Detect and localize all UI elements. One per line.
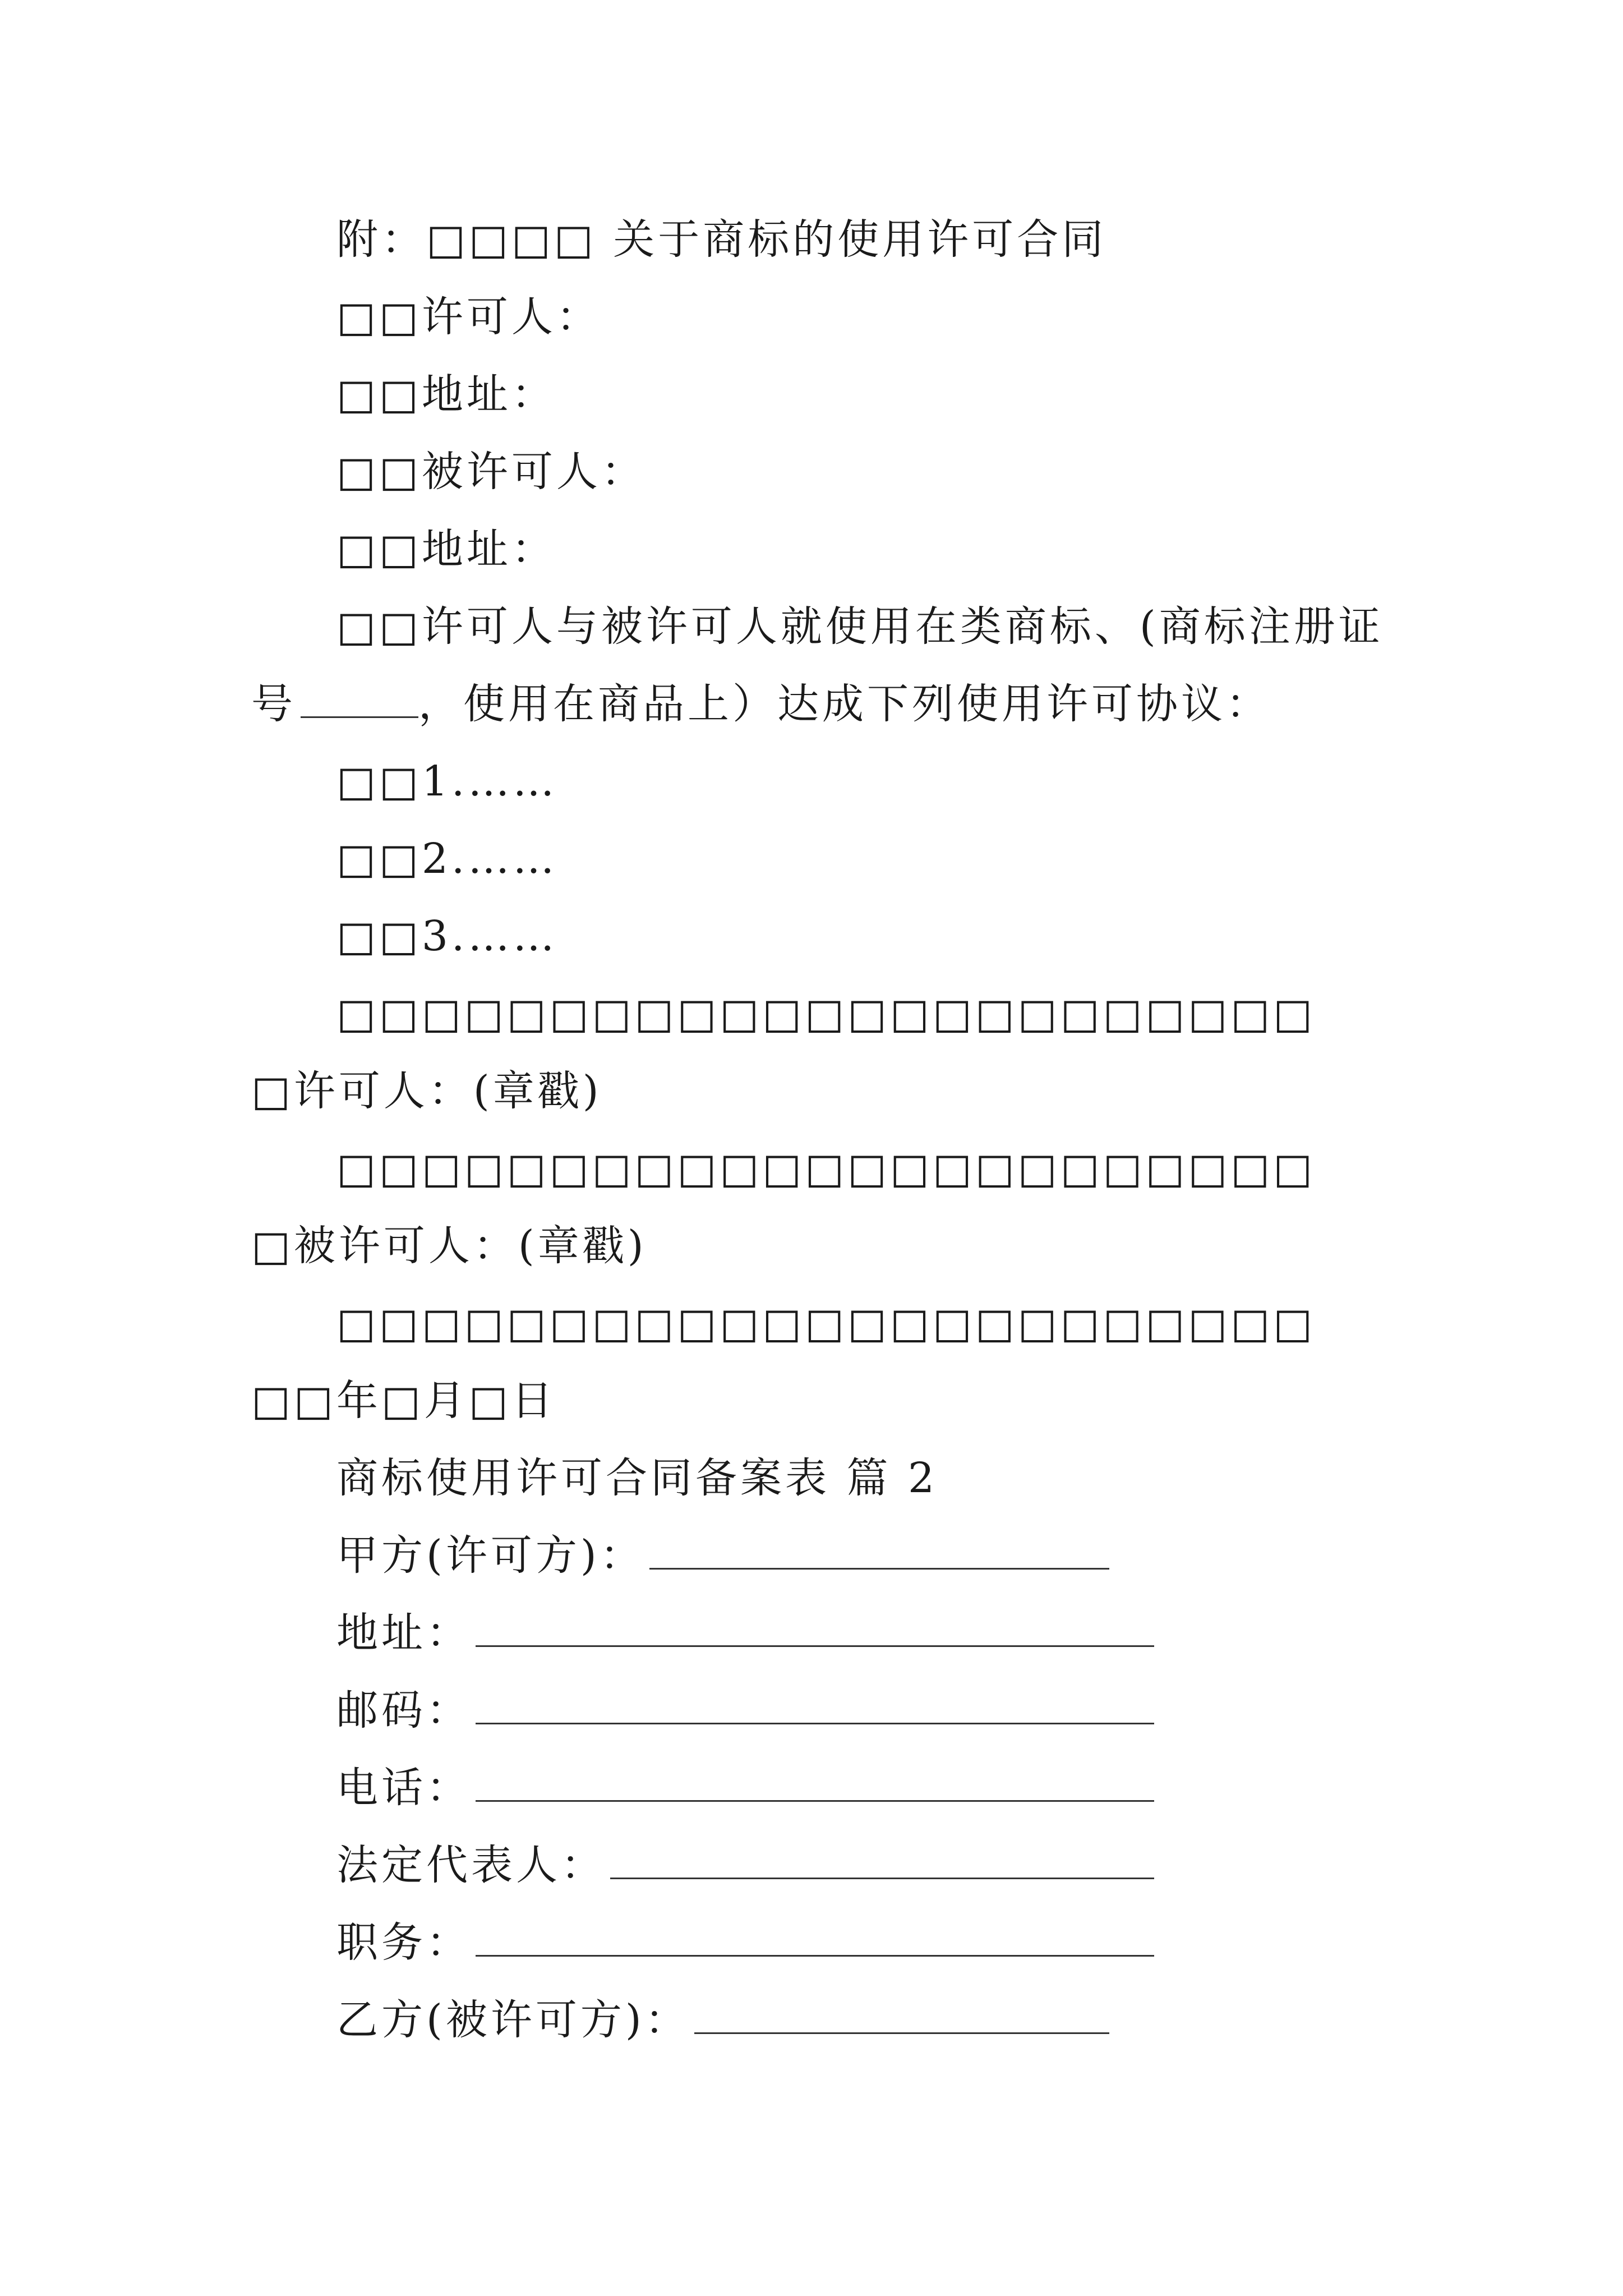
address-field[interactable] <box>476 1606 1154 1647</box>
position-row <box>336 1915 1154 1971</box>
attachment-title: 附：□□□□ 关于商标的使用许可合同 <box>336 215 1107 264</box>
party-b-label: 乙方(被许可方)： <box>336 1996 690 2044</box>
legal-rep-row <box>336 1837 1154 1893</box>
certificate-number-label: 号 <box>251 680 296 728</box>
list-item: □□3.…… <box>336 912 558 960</box>
licensor-address-label: □□地址： <box>336 370 556 418</box>
licensor-label: □□许可人： <box>336 293 601 341</box>
form-heading: 商标使用许可合同备案表 篇 2 <box>336 1454 938 1502</box>
phone-label: 电话： <box>336 1764 471 1812</box>
list-item: □□1.…… <box>336 757 558 806</box>
party-a-row <box>336 1527 1109 1584</box>
certificate-number-blank <box>301 677 418 718</box>
licensee-seal-label: □被许可人：(章戳) <box>251 1222 647 1270</box>
party-b-row <box>336 1992 1109 2048</box>
licensee-label: □□被许可人： <box>336 448 646 496</box>
licensee-address-label: □□地址： <box>336 525 556 573</box>
party-a-label: 甲方(许可方)： <box>336 1531 645 1580</box>
party-a-field[interactable] <box>649 1529 1109 1570</box>
placeholder-boxes-row: □□□□□□□□□□□□□□□□□□□□□□□ <box>336 990 1316 1038</box>
placeholder-boxes-row: □□□□□□□□□□□□□□□□□□□□□□□ <box>336 1144 1316 1193</box>
postcode-field[interactable] <box>476 1683 1154 1724</box>
position-label: 职务： <box>336 1918 471 1967</box>
placeholder-boxes-row: □□□□□□□□□□□□□□□□□□□□□□□ <box>336 1299 1316 1347</box>
address-label: 地址： <box>336 1609 471 1657</box>
agreement-paragraph-tail: ，使用在商品上）达成下列使用许可协议： <box>418 680 1271 728</box>
signing-date: □□年□月□日 <box>251 1377 556 1425</box>
postcode-row <box>336 1682 1154 1738</box>
address-row <box>336 1605 1154 1661</box>
agreement-paragraph-line2 <box>251 676 1271 732</box>
postcode-label: 邮码： <box>336 1686 471 1734</box>
phone-field[interactable] <box>476 1761 1154 1802</box>
legal-rep-label: 法定代表人： <box>336 1841 606 1889</box>
list-item: □□2.…… <box>336 835 558 883</box>
party-b-field[interactable] <box>694 1993 1109 2034</box>
position-field[interactable] <box>476 1916 1154 1957</box>
licensor-seal-label: □许可人：(章戳) <box>251 1067 602 1115</box>
phone-row <box>336 1760 1154 1816</box>
legal-rep-field[interactable] <box>610 1838 1154 1879</box>
agreement-paragraph-line1: □□许可人与被许可人就使用在类商标、(商标注册证 <box>336 602 1384 651</box>
